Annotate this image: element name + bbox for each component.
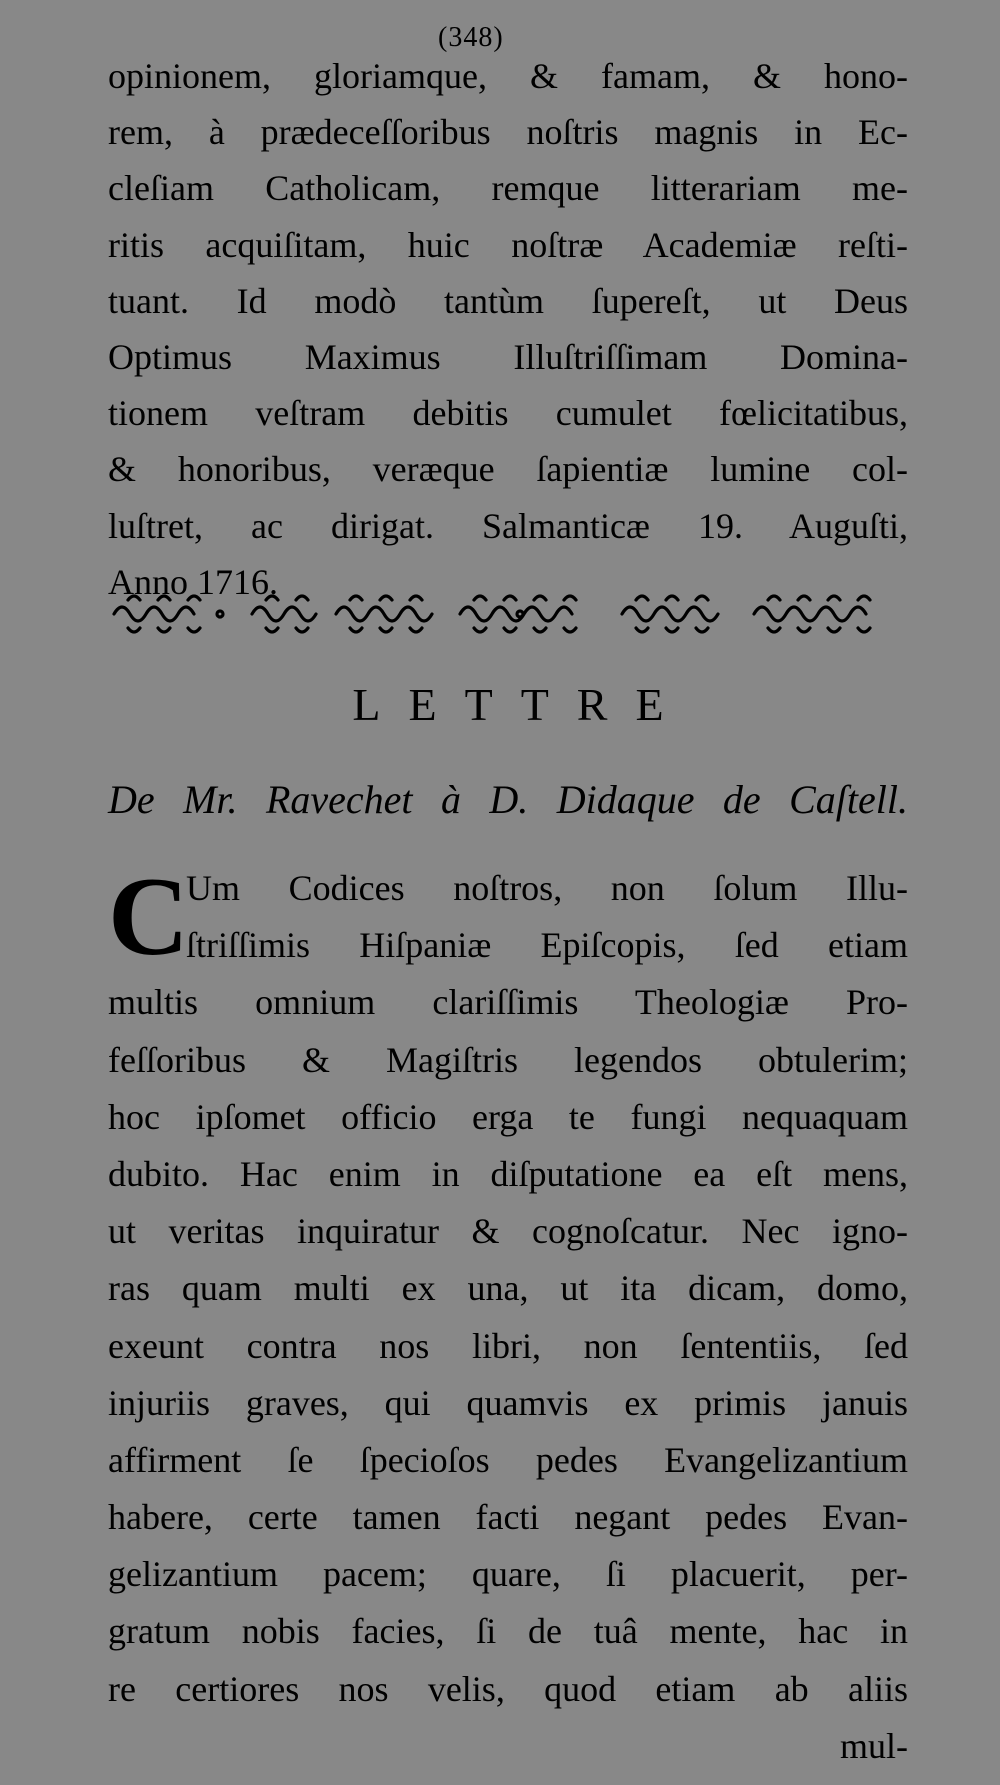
text-line: habere, certe tamen facti negant pedes Evan- <box>108 1497 908 1538</box>
text-line: opinionem, gloriamque, & famam, & hono- <box>108 56 908 96</box>
ornament-motif <box>754 596 870 632</box>
letter-body <box>108 855 908 1785</box>
page-number: (348) <box>438 22 504 53</box>
catchword: mul- <box>840 1725 908 1766</box>
text-line: re certiores nos velis, quod etiam ab aliis <box>108 1668 908 1709</box>
text-line: Um Codices noſtros, non ſolum Illu- <box>186 868 908 908</box>
text-line: exeunt contra nos libri, non ſententiis, ſed <box>108 1325 908 1366</box>
text-line: affirment ſe ſpecioſos pedes Evangelizantium <box>108 1439 908 1480</box>
text-line: feſſoribus & Magiſtris legendos obtulerim; <box>108 1039 908 1080</box>
text-line: dubito. Hac enim in diſputatione ea eſt mens, <box>108 1153 908 1194</box>
text-line: injuriis graves, qui quamvis ex primis januis <box>108 1382 908 1423</box>
text-line: Optimus Maximus Illuſtriſſimam Domina- <box>108 336 908 377</box>
text-line: & honoribus, veræque ſapientiæ lumine col- <box>108 449 908 490</box>
text-line: ritis acquiſitam, huic noſtræ Academiæ reſti- <box>108 224 908 265</box>
ornament-motif <box>114 596 223 632</box>
text-line: tuant. Id modò tantùm ſupereſt, ut Deus <box>108 280 908 321</box>
text-line: ut veritas inquiratur & cognoſcatur. Nec igno- <box>108 1211 908 1252</box>
text-line: gelizantium pacem; quare, ſi placuerit, per- <box>108 1554 908 1595</box>
text-line: hoc ipſomet officio erga te fungi nequaquam <box>108 1096 908 1137</box>
text-line: tionem veſtram debitis cumulet fœlicitatibus, <box>108 393 908 434</box>
text-line: rem, à prædeceſſoribus noſtris magnis in Ec- <box>108 112 908 153</box>
ornament-band <box>108 586 908 636</box>
text-line: cleſiam Catholicam, remque litterariam me- <box>108 168 908 209</box>
letter-subheading: De Mr. Ravechet à D. Didaque de Caſtell. <box>108 777 908 822</box>
ornament-motif <box>252 596 316 632</box>
ornament-motif <box>460 596 576 632</box>
text-line: ſtriſſimis Hiſpaniæ Epiſcopis, ſed etiam <box>186 925 908 966</box>
text-line: ras quam multi ex una, ut ita dicam, domo, <box>108 1268 908 1309</box>
text-line: Anno 1716. <box>108 561 278 602</box>
text-line: gratum nobis facies, ſi de tuâ mente, hac in <box>108 1611 908 1652</box>
ornament-motif <box>336 596 432 632</box>
letter-heading: LETTRE <box>352 679 692 730</box>
drop-cap: C <box>108 855 189 979</box>
ornament-motif <box>622 596 718 632</box>
text-line: multis omnium clariſſimis Theologiæ Pro- <box>108 982 908 1023</box>
text-line: luſtret, ac dirigat. Salmanticæ 19. Auguſti, <box>108 505 908 546</box>
closing-paragraph <box>108 58 908 620</box>
